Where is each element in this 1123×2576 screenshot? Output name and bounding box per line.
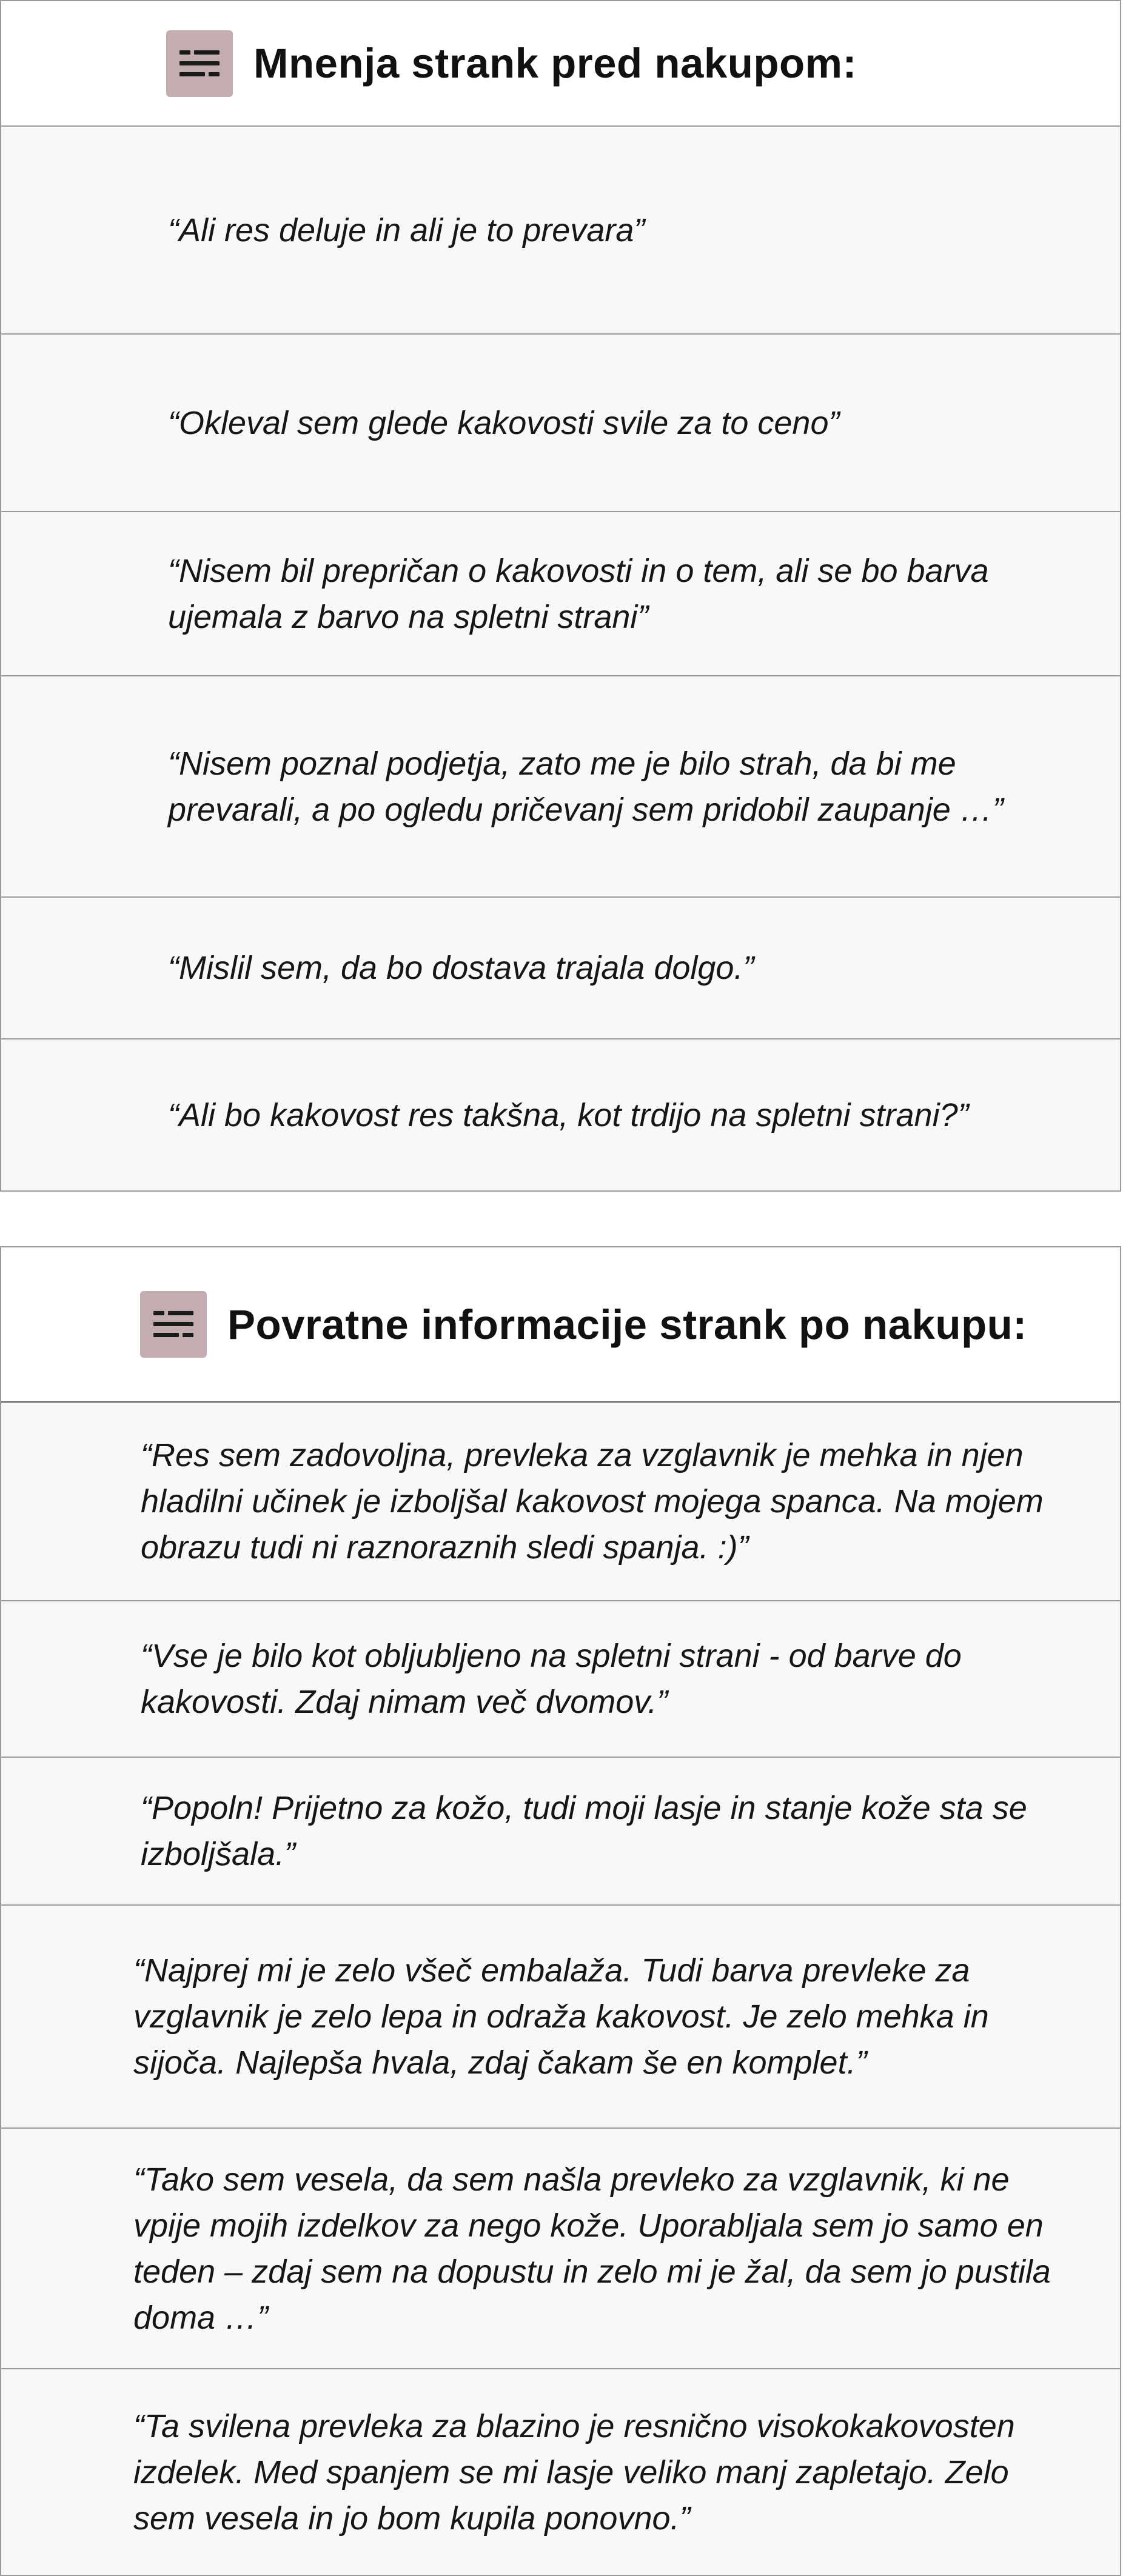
quote-row	[1, 1403, 1120, 1600]
quote-text: “Ali res deluje in ali je to prevara”	[168, 212, 645, 249]
list-icon	[140, 1291, 207, 1358]
quote-row	[1, 1600, 1120, 1757]
quote-text: “Vse je bilo kot obljubljeno na spletni strani - od barve do kakovosti. Zdaj nimam več dvomov.”	[141, 1638, 962, 1720]
quote-row	[1, 1757, 1120, 1904]
before-purchase-table	[0, 0, 1121, 1192]
quote-text: “Popoln! Prijetno za kožo, tudi moji lasje in stanje kože sta se izboljšala.”	[141, 1790, 1027, 1872]
quote-row	[1, 2368, 1120, 2575]
quote-text: “Res sem zadovoljna, prevleka za vzglavnik je mehka in njen hladilni učinek je izboljšal kakovost mojega spanca. Na mojem obrazu tudi ni raznoraznih sledi spanja. :)”	[141, 1437, 1044, 1566]
before-purchase-header	[1, 1, 1120, 125]
list-icon	[166, 30, 233, 97]
quote-row	[1, 896, 1120, 1038]
before-purchase-title: Mnenja strank pred nakupom:	[253, 40, 857, 87]
quote-row	[1, 125, 1120, 333]
quote-row	[1, 2127, 1120, 2368]
after-purchase-header	[1, 1247, 1120, 1403]
after-purchase-table	[0, 1246, 1121, 2576]
quote-row	[1, 675, 1120, 896]
quote-row	[1, 1904, 1120, 2127]
quote-text: “Ali bo kakovost res takšna, kot trdijo na spletni strani?”	[168, 1096, 969, 1133]
quote-row	[1, 333, 1120, 511]
after-purchase-title: Povratne informacije strank po nakupu:	[227, 1301, 1027, 1348]
quote-text: “Mislil sem, da bo dostava trajala dolgo.”	[168, 950, 754, 986]
quote-text: “Nisem poznal podjetja, zato me je bilo strah, da bi me prevarali, a po ogledu pričevanj sem pridobil zaupanje …”	[168, 745, 1004, 828]
quote-text: “Najprej mi je zelo všeč embalaža. Tudi barva prevleke za vzglavnik je zelo lepa in odraža kakovost. Je zelo mehka in sijoča. Najlepša hvala, zdaj čakam še en komplet.”	[133, 1952, 989, 2081]
quote-row	[1, 1038, 1120, 1190]
quote-text: “Tako sem vesela, da sem našla prevleko za vzglavnik, ki ne vpije mojih izdelkov za nego kože. Uporabljala sem jo samo en teden – zdaj sem na dopustu in zelo mi je žal, da sem jo pustila doma …”	[133, 2161, 1051, 2336]
quote-text: “Okleval sem glede kakovosti svile za to ceno”	[168, 404, 840, 441]
quote-text: “Ta svilena prevleka za blazino je resnično visokokakovosten izdelek. Med spanjem se mi lasje veliko manj zapletajo. Zelo sem vesela in jo bom kupila ponovno.”	[133, 2407, 1015, 2537]
quote-row	[1, 511, 1120, 675]
quote-text: “Nisem bil prepričan o kakovosti in o tem, ali se bo barva ujemala z barvo na spletni strani”	[168, 552, 989, 635]
